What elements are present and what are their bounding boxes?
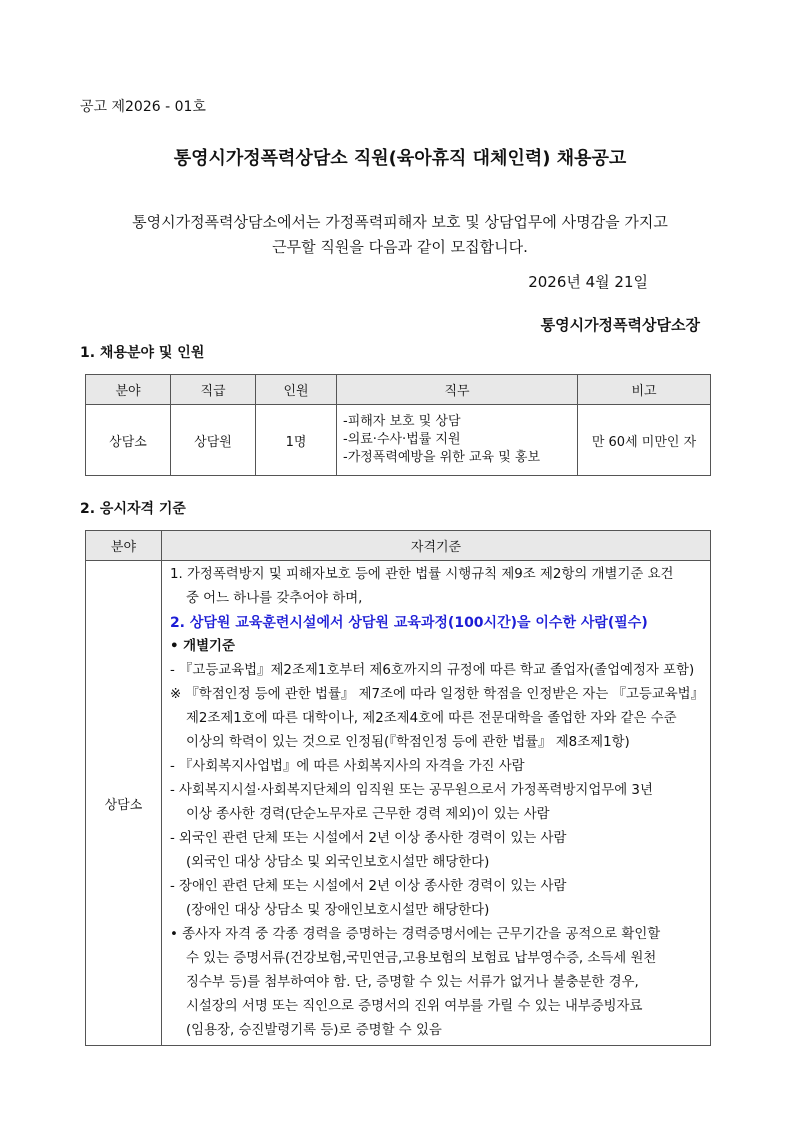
- signer: 통영시가정폭력상담소장: [540, 316, 700, 334]
- criteria-line: 제2조제1호에 따른 대학이나, 제2조제4호에 따른 전문대학을 졸업한 자와 같은 수준: [185, 711, 677, 726]
- cell-rank: 상담원: [171, 405, 256, 476]
- col-header-note: 비고: [578, 375, 711, 405]
- duty-item: -가정폭력예방을 위한 교육 및 홍보: [343, 450, 541, 465]
- criteria-line: • 종사자 자격 중 각종 경력을 증명하는 경력증명서에는 근무기간을 공적으로 확인할: [169, 927, 661, 942]
- criteria-line: - 『고등교육법』제2조제1호부터 제6호까지의 규정에 따른 학교 졸업자(졸업예정자 포함): [169, 663, 695, 678]
- criteria-line: (장애인 대상 상담소 및 장애인보호시설만 해당한다): [185, 903, 490, 918]
- intro-line-1: 통영시가정폭력상담소에서는 가정폭력피해자 보호 및 상담업무에 사명감을 가지고: [132, 213, 668, 231]
- criteria-line: - 외국인 관련 단체 또는 시설에서 2년 이상 종사한 경력이 있는 사람: [169, 831, 567, 846]
- col-header-count: 인원: [256, 375, 337, 405]
- duty-item: -의료·수사·법률 지원: [343, 432, 461, 447]
- col-header-field: 분야: [86, 375, 171, 405]
- criteria-line: - 장애인 관련 단체 또는 시설에서 2년 이상 종사한 경력이 있는 사람: [169, 879, 567, 894]
- criteria-line: - 사회복지시설·사회복지단체의 임직원 또는 공무원으로서 가정폭력방지업무에 3년: [169, 783, 653, 798]
- criteria-line: (외국인 대상 상담소 및 외국인보호시설만 해당한다): [185, 855, 490, 870]
- col-header-rank: 직급: [171, 375, 256, 405]
- criteria-line: 이상 종사한 경력(단순노무자로 근무한 경력 제외)이 있는 사람: [185, 807, 550, 822]
- duty-item: -피해자 보호 및 상담: [343, 414, 461, 429]
- criteria-line: 수 있는 증명서류(건강보험,국민연금,고용보험의 보험료 납부영수증, 소득세 원천: [185, 951, 657, 966]
- notice-date: 2026년 4월 21일: [528, 273, 648, 291]
- col-header-criteria: 자격기준: [161, 531, 710, 561]
- cell-count: 1명: [256, 405, 337, 476]
- cell-field: 상담소: [86, 405, 171, 476]
- table-header-row: [86, 375, 711, 405]
- table-row: [86, 405, 711, 476]
- section-1-heading: 1. 채용분야 및 인원: [80, 345, 205, 361]
- criteria-line: 징수부 등)를 첨부하여야 함. 단, 증명할 수 있는 서류가 없거나 불충분한 경우,: [185, 975, 639, 990]
- document-number: 공고 제2026 - 01호: [80, 99, 206, 115]
- col-header-field: 분야: [86, 531, 162, 561]
- intro-line-2: 근무할 직원을 다음과 같이 모집합니다.: [272, 238, 528, 256]
- recruitment-table: [85, 374, 711, 476]
- required-training-line: 2. 상담원 교육훈련시설에서 상담원 교육과정(100시간)을 이수한 사람(필수): [169, 615, 648, 631]
- criteria-note: ※ 『학점인정 등에 관한 법률』 제7조에 따라 일정한 학점을 인정받은 자는 『고등교육법』: [169, 687, 704, 702]
- intro-paragraph: [0, 210, 800, 260]
- cell-note: 만 60세 미만인 자: [578, 405, 711, 476]
- cell-field: 상담소: [86, 561, 162, 1046]
- criteria-line: 중 어느 하나를 갖추어야 하며,: [185, 591, 363, 606]
- table-row: [86, 561, 711, 1046]
- qualification-table: [85, 530, 711, 1046]
- criteria-line: 이상의 학력이 있는 것으로 인정됨(『학점인정 등에 관한 법률』 제8조제1항): [185, 735, 630, 750]
- cell-criteria: [161, 561, 710, 1046]
- page-title: 통영시가정폭력상담소 직원(육아휴직 대체인력) 채용공고: [173, 148, 627, 169]
- criteria-line: 1. 가정폭력방지 및 피해자보호 등에 관한 법률 시행규칙 제9조 제2항의 개별기준 요건: [169, 567, 674, 582]
- criteria-subheading: • 개별기준: [169, 639, 235, 654]
- criteria-line: - 『사회복지사업법』에 따른 사회복지사의 자격을 가진 사람: [169, 759, 525, 774]
- cell-duties: [337, 405, 578, 476]
- col-header-duty: 직무: [337, 375, 578, 405]
- criteria-line: (임용장, 승진발령기록 등)로 증명할 수 있음: [185, 1023, 442, 1038]
- section-2-heading: 2. 응시자격 기준: [80, 501, 186, 517]
- table-header-row: [86, 531, 711, 561]
- criteria-line: 시설장의 서명 또는 직인으로 증명서의 진위 여부를 가릴 수 있는 내부증빙자료: [185, 999, 643, 1014]
